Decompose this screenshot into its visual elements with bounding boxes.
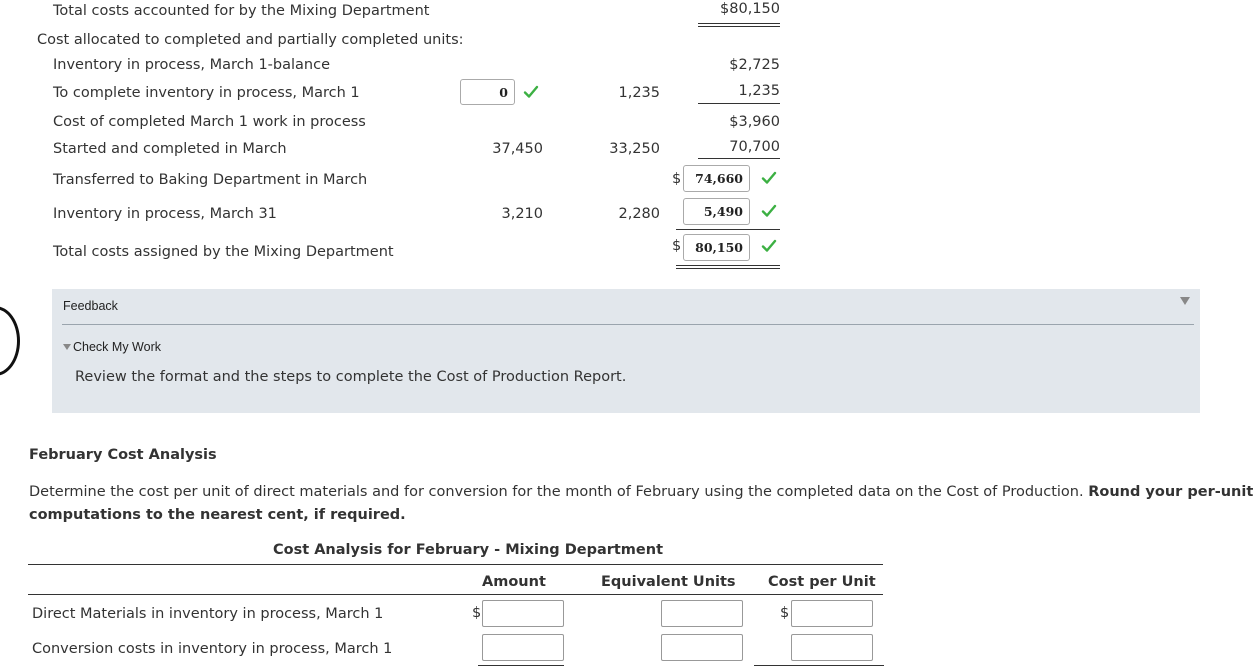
col-amount: Amount: [482, 574, 546, 590]
cost-completed-label: Cost of completed March 1 work in process: [53, 114, 366, 130]
inv-end-input[interactable]: 5,490: [683, 198, 750, 225]
table-title: Cost Analysis for February - Mixing Department: [273, 542, 664, 558]
check-my-work-label: Check My Work: [73, 340, 161, 354]
started-underline: [698, 158, 780, 159]
collapse-triangle-icon[interactable]: [1180, 297, 1190, 305]
instruction-bold-1: Round your per-unit: [1088, 484, 1253, 500]
feedback-label[interactable]: Feedback: [63, 299, 118, 313]
total-assigned-label: Total costs assigned by the Mixing Department: [53, 244, 394, 260]
inv-balance-total: $2,725: [729, 57, 780, 73]
dm-cost-per-unit-input[interactable]: [791, 600, 873, 627]
check-my-work-toggle[interactable]: [63, 340, 161, 354]
check-icon: [761, 170, 777, 186]
inv-balance-label: Inventory in process, March 1-balance: [53, 57, 330, 73]
dm-equivalent-units-input[interactable]: [661, 600, 743, 627]
total-accounted-double-underline-2: [698, 26, 780, 27]
conv-amount-input[interactable]: [482, 634, 564, 661]
allocated-heading: Cost allocated to completed and partially completed units:: [37, 32, 464, 48]
col-equivalent-units: Equivalent Units: [601, 574, 736, 590]
check-icon: [761, 238, 777, 254]
page-edge-circle: [0, 306, 20, 376]
feedback-panel: [52, 289, 1200, 413]
february-instruction: [29, 483, 1253, 501]
total-accounted-double-underline: [698, 23, 780, 24]
instruction-bold-2: computations to the nearest cent, if required.: [29, 507, 406, 523]
total-assigned-dollar: $: [672, 238, 682, 254]
total-assigned-double-underline-2: [676, 268, 780, 269]
assigned-underline: [676, 229, 780, 230]
row-dm-amount-dollar: $: [472, 605, 482, 621]
table-top-rule: [28, 564, 883, 565]
inv-end-label: Inventory in process, March 31: [53, 206, 277, 222]
subtotal-underline: [698, 103, 780, 104]
check-icon: [761, 203, 777, 219]
to-complete-total: 1,235: [738, 83, 780, 99]
row-dm-label: Direct Materials in inventory in process, March 1: [32, 606, 384, 622]
to-complete-conv: 1,235: [618, 85, 660, 101]
expand-triangle-icon: [63, 344, 71, 350]
total-accounted-label: Total costs accounted for by the Mixing Department: [53, 3, 430, 19]
table-header-rule: [28, 594, 883, 595]
inv-end-dm: 3,210: [501, 206, 543, 222]
conv-cost-per-unit-input[interactable]: [791, 634, 873, 661]
total-accounted-value: $80,150: [720, 1, 780, 17]
transferred-input[interactable]: 74,660: [683, 165, 750, 192]
check-icon: [523, 84, 539, 100]
inv-end-conv: 2,280: [618, 206, 660, 222]
row-conv-label: Conversion costs in inventory in process, March 1: [32, 641, 393, 657]
started-conv: 33,250: [609, 141, 660, 157]
february-heading: February Cost Analysis: [29, 447, 217, 463]
to-complete-dm-input[interactable]: 0: [460, 79, 515, 105]
to-complete-label: To complete inventory in process, March 1: [53, 85, 360, 101]
started-label: Started and completed in March: [53, 141, 287, 157]
instruction-normal: Determine the cost per unit of direct materials and for conversion for the month of February using the completed data on the Cost of Production.: [29, 484, 1084, 500]
amount-underline: [478, 665, 564, 666]
transferred-dollar: $: [672, 171, 682, 187]
feedback-review-text: Review the format and the steps to complete the Cost of Production Report.: [75, 369, 627, 385]
col-cost-per-unit: Cost per Unit: [768, 574, 876, 590]
started-total: 70,700: [729, 139, 780, 155]
row-dm-cpu-dollar: $: [780, 605, 790, 621]
cpu-underline: [754, 665, 884, 666]
total-assigned-input[interactable]: 80,150: [683, 234, 750, 261]
transferred-label: Transferred to Baking Department in March: [53, 172, 368, 188]
feedback-divider: [62, 324, 1194, 325]
dm-amount-input[interactable]: [482, 600, 564, 627]
cost-completed-total: $3,960: [729, 114, 780, 130]
started-dm: 37,450: [492, 141, 543, 157]
total-assigned-double-underline: [676, 265, 780, 266]
conv-equivalent-units-input[interactable]: [661, 634, 743, 661]
